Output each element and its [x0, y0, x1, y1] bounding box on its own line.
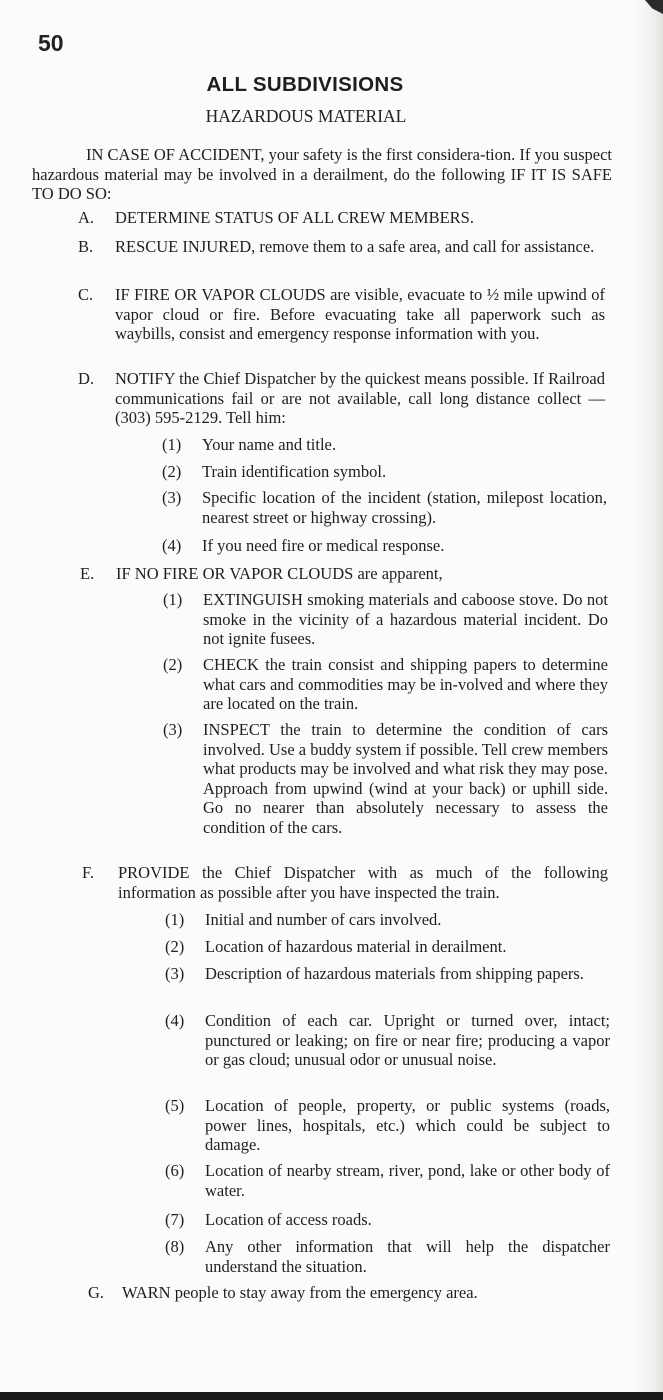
sub-item-text: Location of access roads. — [205, 1210, 372, 1229]
item-text: WARN people to stay away from the emergency area. — [122, 1283, 478, 1302]
item-text: PROVIDE the Chief Dispatcher with as much of the following information as possible after you have inspected the train. — [118, 863, 608, 902]
sub-item-number: (2) — [162, 462, 182, 481]
scan-bottom-band — [0, 1392, 663, 1400]
sub-item-text: Location of people, property, or public systems (roads, power lines, hospitals, etc.) which could be subject to damage. — [205, 1096, 610, 1154]
sub-item-text: Location of nearby stream, river, pond, lake or other body of water. — [205, 1161, 610, 1200]
page-subtitle: HAZARDOUS MATERIAL — [205, 106, 407, 126]
intro-paragraph: IN CASE OF ACCIDENT, your safety is the first considera-tion. If you suspect hazardous material may be involved in a derailment, do the following IF IT IS SAFE TO DO SO: — [32, 145, 612, 203]
sub-item-number: (1) — [163, 590, 183, 609]
sub-item-text: If you need fire or medical response. — [202, 536, 445, 555]
page-title: ALL SUBDIVISIONS — [206, 73, 404, 96]
sub-item-text: Any other information that will help the dispatcher understand the situation. — [205, 1237, 610, 1276]
sub-item-text: CHECK the train consist and shipping papers to determine what cars and commodities may be in-volved and where they are located on the train. — [203, 655, 608, 713]
sub-item-number: (1) — [162, 435, 182, 454]
sub-item-text: Initial and number of cars involved. — [205, 910, 442, 929]
item-letter: G. — [88, 1283, 105, 1302]
item-text: IF FIRE OR VAPOR CLOUDS are visible, evacuate to ½ mile upwind of vapor cloud or fire. Before evacuating take all paperwork such as waybills, consist and emergency response information with you. — [115, 285, 605, 343]
item-letter: C. — [78, 285, 94, 304]
item-text: IF NO FIRE OR VAPOR CLOUDS are apparent, — [116, 564, 443, 583]
sub-item-number: (2) — [165, 937, 185, 956]
sub-item-number: (8) — [165, 1237, 185, 1256]
item-letter: E. — [80, 564, 95, 583]
item-letter: B. — [78, 237, 94, 256]
sub-item-text: INSPECT the train to determine the condition of cars involved. Use a buddy system if possible. Tell crew members what products may be involved and what risk they may pose. Approach from upwind (wind at your back) or uphill side. Go no nearer than absolutely necessary to assess the condition of the cars. — [203, 720, 609, 837]
sub-item-number: (3) — [162, 488, 182, 507]
sub-item-number: (4) — [162, 536, 182, 555]
sub-item-number: (7) — [165, 1210, 185, 1229]
sub-item-text: Train identification symbol. — [202, 462, 387, 481]
sub-item-number: (6) — [165, 1161, 185, 1180]
sub-item-number: (4) — [165, 1011, 185, 1030]
page-number: 50 — [38, 30, 64, 56]
item-text: NOTIFY the Chief Dispatcher by the quickest means possible. If Railroad communications fail or are not available, call long distance collect — (303) 595-2129. Tell him: — [115, 369, 605, 427]
item-letter: F. — [82, 863, 94, 882]
sub-item-text: Your name and title. — [202, 435, 336, 454]
sub-item-text: Location of hazardous material in derailment. — [205, 937, 507, 956]
sub-item-number: (1) — [165, 910, 185, 929]
item-text: RESCUE INJURED, remove them to a safe area, and call for assistance. — [115, 237, 595, 256]
item-text: DETERMINE STATUS OF ALL CREW MEMBERS. — [115, 208, 474, 227]
item-letter: D. — [78, 369, 95, 388]
item-letter: A. — [78, 208, 95, 227]
sub-item-number: (2) — [163, 655, 183, 674]
sub-item-text: Specific location of the incident (station, milepost location, nearest street or highway crossing). — [202, 488, 607, 527]
sub-item-text: Description of hazardous materials from shipping papers. — [205, 964, 584, 983]
sub-item-number: (5) — [165, 1096, 185, 1115]
sub-item-number: (3) — [165, 964, 185, 983]
sub-item-number: (3) — [163, 720, 183, 739]
sub-item-text: Condition of each car. Upright or turned over, intact; punctured or leaking; on fire or near fire; producing a vapor or gas cloud; unusual odor or unusual noise. — [205, 1011, 610, 1069]
page-edge-shadow — [635, 0, 663, 1400]
sub-item-text: EXTINGUISH smoking materials and caboose stove. Do not smoke in the vicinity of a hazardous material incident. Do not ignite fusees. — [203, 590, 608, 648]
